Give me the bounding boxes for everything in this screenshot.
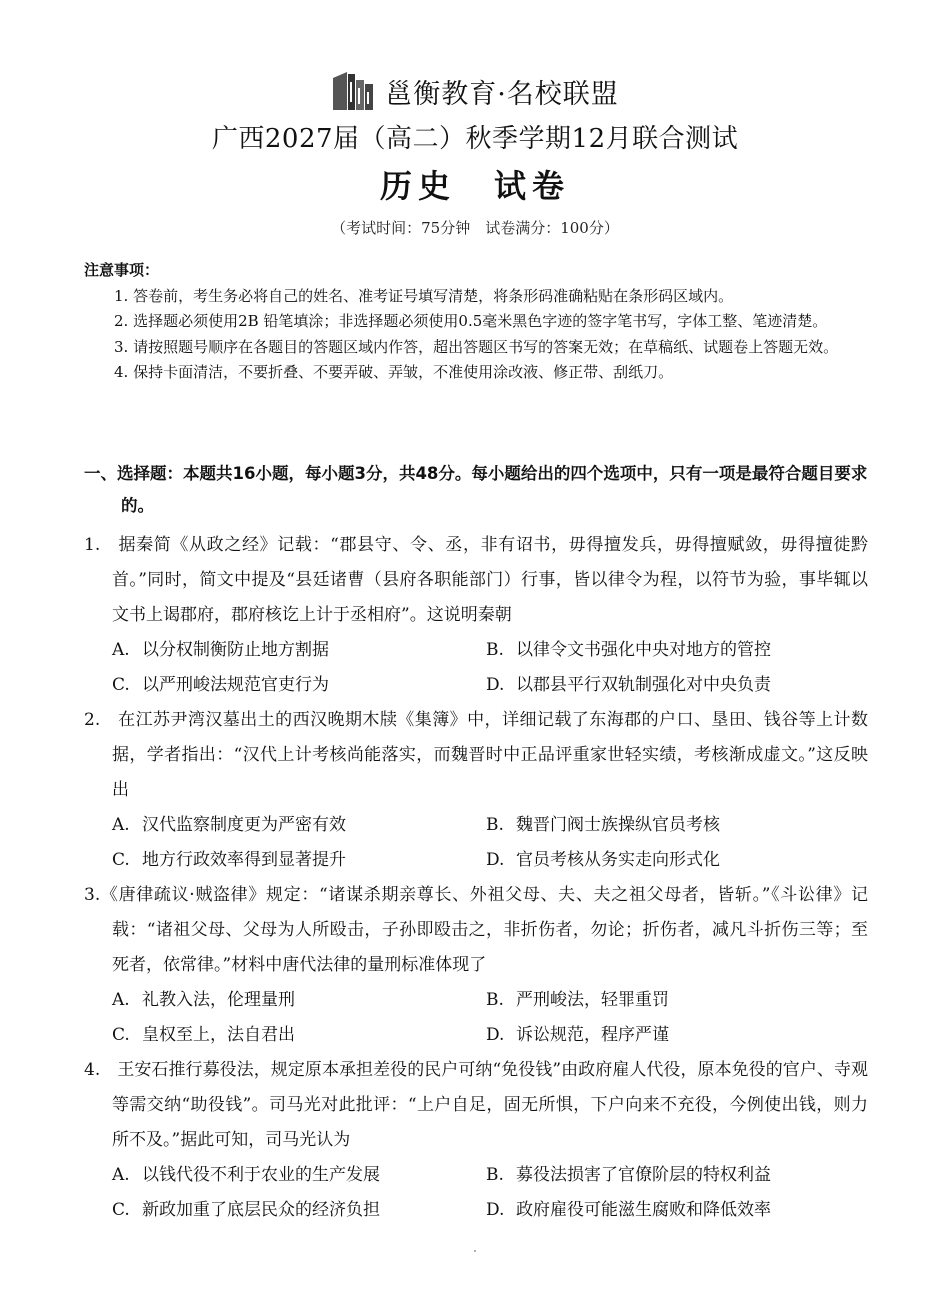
question-stem: 4. 王安石推行募役法，规定原本承担差役的民户可纳“免役钱”由政府雇人代役，原本免役的官户、寺观等需交纳“助役钱”。司马光对此批评：“上户自足，固无所惧，下户向来不充役，今例使出钱，则力所不及。”据此可知，司马光认为 (84, 1060, 868, 1150)
option-letter: C. (112, 675, 130, 695)
option-letter: A. (112, 1165, 130, 1185)
option-text: 魏晋门阀士族操纵官员考核 (516, 815, 720, 835)
option-letter: D. (486, 850, 505, 870)
option-grid (84, 808, 868, 878)
option-text: 政府雇役可能滋生腐败和降低效率 (516, 1200, 771, 1220)
option-letter: D. (486, 1025, 505, 1045)
option-text: 新政加重了底层民众的经济负担 (142, 1200, 380, 1220)
exam-title: 广西2027届（高二）秋季学期12月联合测试 (211, 124, 739, 154)
notice-item: 4. 保持卡面清洁，不要折叠、不要弄破、弄皱，不准使用涂改液、修正带、刮纸刀。 (114, 363, 674, 381)
option-b[interactable] (486, 808, 860, 843)
option-letter: B. (486, 990, 504, 1010)
option-d[interactable] (486, 1018, 860, 1053)
option-text: 皇权至上，法自君出 (142, 1025, 295, 1045)
option-text: 募役法损害了官僚阶层的特权利益 (516, 1165, 771, 1185)
option-d[interactable] (486, 843, 860, 878)
notice-item: 2. 选择题必须使用2B 铅笔填涂；非选择题必须使用0.5毫米黑色字迹的签字笔书写，字体工整、笔迹清楚。 (114, 312, 828, 330)
option-text: 以郡县平行双轨制强化对中央负责 (516, 675, 771, 695)
option-text: 官员考核从务实走向形式化 (516, 850, 720, 870)
question-3 (84, 878, 868, 1053)
option-c[interactable] (112, 1193, 486, 1228)
option-b[interactable] (486, 983, 860, 1018)
option-letter: B. (486, 815, 504, 835)
books-logo-icon (331, 70, 375, 112)
notice-title: 注意事项： (84, 261, 160, 279)
notice-item: 3. 请按照题号顺序在各题目的答题区域内作答，超出答题区书写的答案无效；在草稿纸、试题卷上答题无效。 (114, 337, 839, 356)
question-stem: 3.《唐律疏议·贼盗律》规定：“诸谋杀期亲尊长、外祖父母、夫、夫之祖父母者，皆斩。”《斗讼律》记载：“诸祖父母、父母为人所殴击，子孙即殴击之，非折伤者，勿论；折伤者，减凡斗折伤三等；至死者，依常律。”材料中唐代法律的量刑标准体现了 (84, 885, 868, 975)
option-d[interactable] (486, 668, 860, 703)
question-list (84, 528, 868, 1228)
question-1 (84, 528, 868, 703)
option-grid (84, 633, 868, 703)
question-stem: 1. 据秦简《从政之经》记载：“郡县守、令、丞，非有诏书，毋得擅发兵，毋得擅赋敛，毋得擅徙黔首。”同时，简文中提及“县廷诸曹（县府各职能部门）行事，皆以律令为程，以符节为验，事毕辄以文书上谒郡府，郡府核讫上计于丞相府”。这说明秦朝 (84, 535, 868, 625)
option-text: 以严刑峻法规范官吏行为 (142, 675, 329, 695)
option-text: 以钱代役不利于农业的生产发展 (142, 1165, 380, 1185)
exam-header (0, 68, 950, 238)
question-4 (84, 1053, 868, 1228)
option-b[interactable] (486, 1158, 860, 1193)
notice-item: 1. 答卷前，考生务必将自己的姓名、准考证号填写清楚，将条形码准确粘贴在条形码区域内。 (114, 286, 734, 305)
brand-row (0, 68, 950, 114)
option-grid (84, 983, 868, 1053)
option-letter: B. (486, 640, 504, 660)
option-a[interactable] (112, 1158, 486, 1193)
subject-title: 历史 试卷 (379, 167, 570, 205)
option-letter: A. (112, 990, 130, 1010)
option-c[interactable] (112, 843, 486, 878)
option-letter: C. (112, 1200, 130, 1220)
option-grid (84, 1158, 868, 1228)
option-letter: D. (486, 675, 505, 695)
option-text: 地方行政效率得到显著提升 (142, 850, 346, 870)
option-text: 以律令文书强化中央对地方的管控 (516, 640, 771, 660)
exam-info: （考试时间：75分钟 试卷满分：100分） (331, 219, 619, 237)
option-d[interactable] (486, 1193, 860, 1228)
option-letter: C. (112, 850, 130, 870)
footer-dot (474, 1250, 476, 1252)
question-stem: 2. 在江苏尹湾汉墓出土的西汉晚期木牍《集簿》中，详细记载了东海郡的户口、垦田、钱谷等上计数据，学者指出：“汉代上计考核尚能落实，而魏晋时中正品评重家世轻实绩，考核渐成虚文。”这反映出 (84, 710, 868, 800)
option-letter: A. (112, 640, 130, 660)
option-a[interactable] (112, 633, 486, 668)
option-letter: D. (486, 1200, 505, 1220)
section-header (84, 458, 868, 522)
option-c[interactable] (112, 1018, 486, 1053)
brand-name: 邕衡教育·名校联盟 (385, 78, 619, 110)
notice-block (84, 258, 868, 386)
question-2 (84, 703, 868, 878)
section-title: 一、选择题：本题共16小题，每小题3分，共48分。每小题给出的四个选项中，只有一项是最符合题目要求的。 (84, 464, 868, 515)
option-text: 礼教入法，伦理量刑 (142, 990, 295, 1010)
option-letter: A. (112, 815, 130, 835)
option-a[interactable] (112, 808, 486, 843)
option-a[interactable] (112, 983, 486, 1018)
option-text: 以分权制衡防止地方割据 (142, 640, 329, 660)
option-b[interactable] (486, 633, 860, 668)
option-c[interactable] (112, 668, 486, 703)
option-letter: B. (486, 1165, 504, 1185)
option-letter: C. (112, 1025, 130, 1045)
option-text: 诉讼规范，程序严谨 (516, 1025, 669, 1045)
option-text: 汉代监察制度更为严密有效 (142, 815, 346, 835)
option-text: 严刑峻法，轻罪重罚 (516, 990, 669, 1010)
